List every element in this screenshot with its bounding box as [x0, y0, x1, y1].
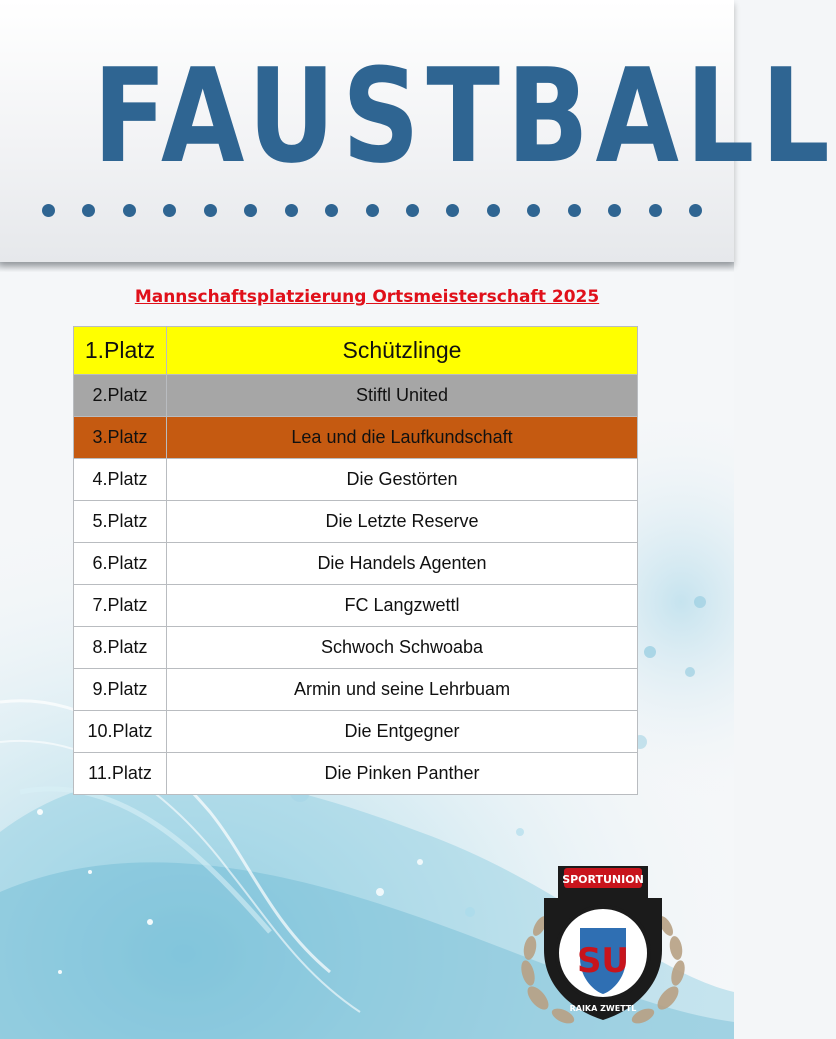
table-row: [74, 501, 638, 543]
place-cell: 9.Platz: [74, 669, 167, 711]
place-cell: 5.Platz: [74, 501, 167, 543]
logo-banner-text: SPORTUNION: [562, 873, 644, 886]
team-cell: Schützlinge: [167, 327, 638, 375]
place-cell: 6.Platz: [74, 543, 167, 585]
table-row: [74, 669, 638, 711]
page-title: FAUSTBALL: [92, 40, 836, 192]
team-cell: Armin und seine Lehrbuam: [167, 669, 638, 711]
table-row: [74, 375, 638, 417]
table-heading: Mannschaftsplatzierung Ortsmeisterschaft 2025: [134, 287, 600, 307]
table-row: [74, 327, 638, 375]
team-cell: Lea und die Laufkundschaft: [167, 417, 638, 459]
team-cell: Stiftl United: [167, 375, 638, 417]
logo-monogram: SU: [576, 941, 630, 981]
place-cell: 11.Platz: [74, 753, 167, 795]
table-row: [74, 753, 638, 795]
dot-row-decoration: [42, 202, 702, 218]
table-row: [74, 627, 638, 669]
place-cell: 4.Platz: [74, 459, 167, 501]
team-cell: Die Gestörten: [167, 459, 638, 501]
team-cell: FC Langzwettl: [167, 585, 638, 627]
place-cell: 7.Platz: [74, 585, 167, 627]
place-cell: 10.Platz: [74, 711, 167, 753]
sportunion-logo: [518, 858, 688, 1028]
team-cell: Die Handels Agenten: [167, 543, 638, 585]
place-cell: 3.Platz: [74, 417, 167, 459]
team-cell: Die Letzte Reserve: [167, 501, 638, 543]
team-cell: Schwoch Schwoaba: [167, 627, 638, 669]
table-row: [74, 417, 638, 459]
table-row: [74, 585, 638, 627]
header-banner: [0, 0, 836, 262]
table-row: [74, 459, 638, 501]
table-row: [74, 711, 638, 753]
place-cell: 1.Platz: [74, 327, 167, 375]
header-shadow: [0, 262, 734, 272]
place-cell: 2.Platz: [74, 375, 167, 417]
logo-ring-text: RAIKA ZWETTL: [569, 1004, 637, 1013]
table-row: [74, 543, 638, 585]
ranking-table: [73, 326, 638, 795]
team-cell: Die Entgegner: [167, 711, 638, 753]
place-cell: 8.Platz: [74, 627, 167, 669]
team-cell: Die Pinken Panther: [167, 753, 638, 795]
